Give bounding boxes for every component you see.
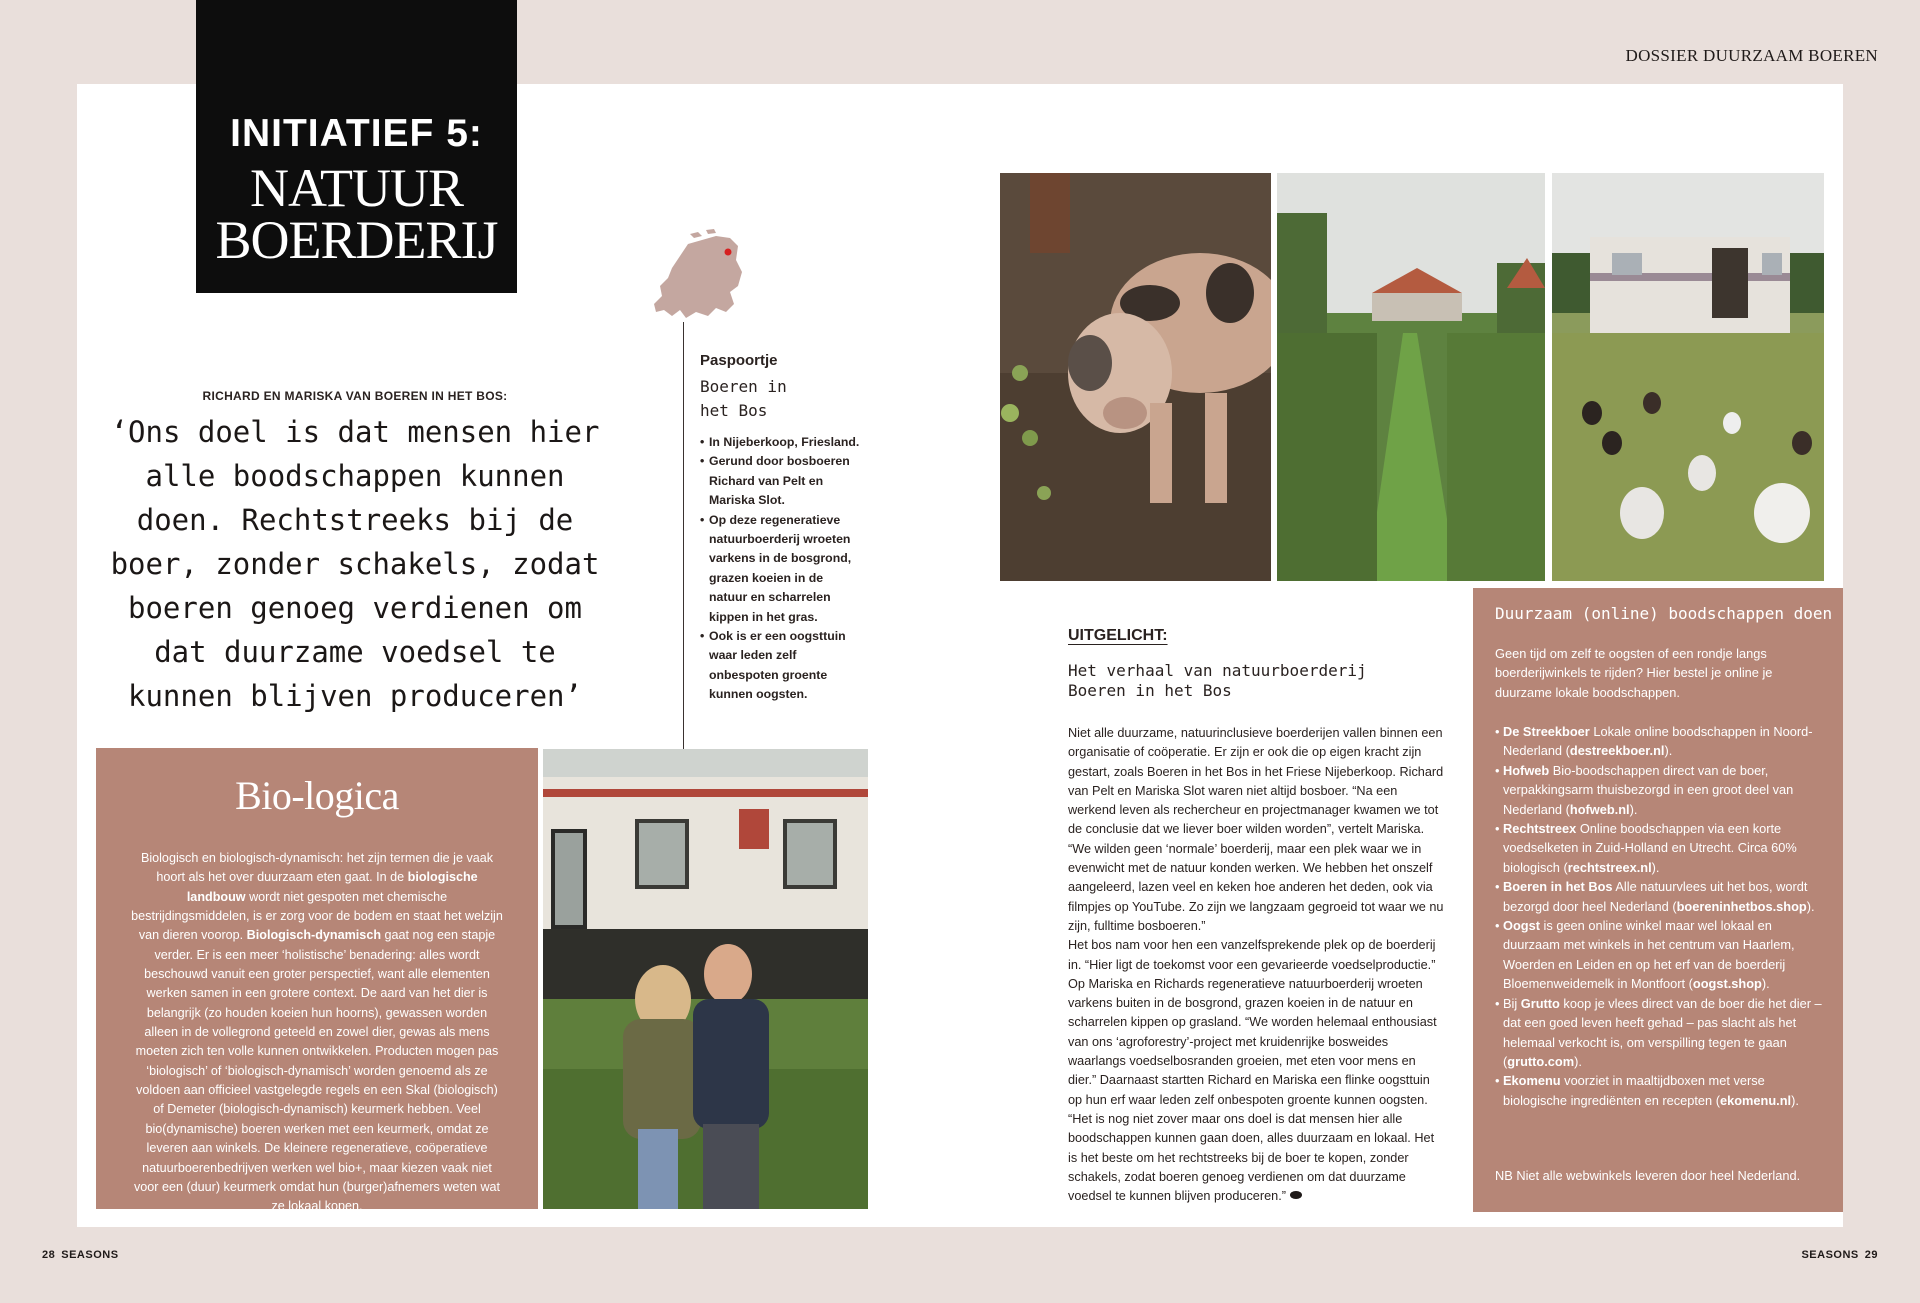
- title-main: [196, 158, 517, 270]
- featured-label: UITGELICHT:: [1068, 627, 1168, 644]
- title-line-natuur: NATUUR: [249, 158, 463, 218]
- online-shopping-panel: [1473, 588, 1843, 1212]
- passport-item: • Gerund door bosboeren Richard van Pelt en Mariska Slot.: [700, 452, 860, 510]
- shop-item: • Ekomenu voorziet in maaltijdboxen met verse biologische ingrediënten en recepten (ekomenu.nl).: [1495, 1071, 1831, 1110]
- footer-right: [1801, 1249, 1878, 1261]
- dossier-header: DOSSIER DUURZAAM BOEREN: [1625, 46, 1878, 65]
- passport-name-line-1: Boeren in: [700, 377, 787, 396]
- passport-name-line-2: het Bos: [700, 401, 768, 420]
- featured-subhead: Het verhaal van natuurboerderij Boeren in het Bos: [1068, 661, 1367, 700]
- featured-article: [1068, 724, 1444, 1206]
- passport-item: • Ook is er een oogsttuin waar leden zelf onbespoten groente kunnen oogsten.: [700, 627, 860, 705]
- passport-heading: Paspoortje: [700, 352, 778, 369]
- shop-item: • De Streekboer Lokale online boodschappen in Noord-Nederland (destreekboer.nl).: [1495, 722, 1831, 761]
- quote-kicker: RICHARD EN MARISKA VAN BOEREN IN HET BOS:: [202, 389, 508, 403]
- shop-item: • Rechtstreex Online boodschappen via een korte voedselketen in Zuid-Holland en Utrecht. Circa 60% biologisch (rechtstreex.nl).: [1495, 819, 1831, 877]
- chickens-photo: [1552, 173, 1824, 581]
- pig-photo: [1000, 173, 1271, 581]
- shopping-note: NB Niet alle webwinkels leveren door heel Nederland.: [1495, 1168, 1801, 1183]
- passport-leader-line: [683, 322, 684, 750]
- page-number-right: 29: [1864, 1249, 1878, 1261]
- shop-item: • Oogst is geen online winkel maar wel lokaal en duurzaam met winkels in het centrum van Haarlem, Woerden en Leiden en op het erf van de boerderij Bloemenweidemelk in Montfoort (oogst.shop).: [1495, 916, 1831, 994]
- passport-name: [700, 375, 860, 423]
- end-mark-icon: [1289, 1190, 1303, 1200]
- title-initiative: INITIATIEF 5:: [230, 112, 483, 155]
- bio-logica-heading: Bio-logica: [235, 773, 399, 818]
- passport-list: [700, 433, 860, 705]
- page-number-left: 28: [42, 1249, 56, 1261]
- couple-photo: [543, 749, 868, 1209]
- title-box: [196, 0, 517, 293]
- passport-sidebar: [700, 352, 860, 705]
- footer-left: [42, 1249, 119, 1261]
- shop-item: • Hofweb Bio-boodschappen direct van de boer, verpakkingsarm thuisbezorgd in een groot deel van Nederland (hofweb.nl).: [1495, 761, 1831, 819]
- shop-list: [1495, 722, 1831, 1110]
- shop-item: • Bij Grutto koop je vlees direct van de boer die het dier – dat een goed leven heeft gehad – pas slacht als het helemaal verkocht is, om verspilling tegen te gaan (grutto.com).: [1495, 994, 1831, 1072]
- shopping-intro: Geen tijd om zelf te oogsten of een rondje langs boerderijwinkels te rijden? Hier bestel je online je duurzame lokale boodschappen.: [1495, 646, 1773, 700]
- footer-brand-right: SEASONS: [1801, 1249, 1859, 1261]
- pull-quote: ‘Ons doel is dat mensen hier alle boodschappen kunnen doen. Rechtstreeks bij de boer, zonder schakels, zodat boeren genoeg verdienen om dat duurzame voedsel te kunnen blijven produceren’: [110, 415, 600, 713]
- garden-photo: [1277, 173, 1545, 581]
- shopping-heading: Duurzaam (online) boodschappen doen: [1495, 604, 1833, 623]
- passport-item: • Op deze regeneratieve natuurboerderij wroeten varkens in de bosgrond, grazen koeien in de natuur en scharrelen kippen in het gras.: [700, 511, 860, 627]
- footer-brand-left: SEASONS: [61, 1249, 119, 1261]
- shop-item: • Boeren in het Bos Alle natuurvlees uit het bos, wordt bezorgd door heel Nederland (boereninhetbos.shop).: [1495, 877, 1831, 916]
- passport-item: • In Nijeberkoop, Friesland.: [700, 433, 860, 452]
- title-line-boerderij: BOERDERIJ: [215, 210, 498, 270]
- article-paragraph: Niet alle duurzame, natuurinclusieve boerderijen vallen binnen een organisatie of coöperatie. Er zijn er ook die op eigen kracht zijn gestart, zoals Boeren in het Bos in het Friese Nijeberkoop. Richard van Pelt en Mariska Slot waren niet altijd bosboer. “Na een werkend leven als rechercheur en projectmanager kwamen we tot de conclusie dat we liever boer wilden worden”, vertelt Mariska. “We wilden geen ‘normale’ boerderij, maar een plek waar we in evenwicht met de natuur konden werken. We hebben het onszelf aangeleerd, lazen veel en keken hoe anderen het deden, ook via filmpjes op YouTube. Zo zijn we langzaam gegroeid tot waar we nu zijn, fulltime bosboeren.”: [1068, 726, 1444, 933]
- netherlands-map-icon: [650, 226, 762, 326]
- bio-logica-panel: [96, 748, 538, 1214]
- bio-logica-text: Biologisch en biologisch-dynamisch: het zijn termen die je vaak hoort als het over duurzaam eten gaat. In de biologische landbouw wordt niet gespoten met chemische bestrijdingsmiddelen, is er zorg voor de bodem en staat het welzijn van dieren voorop. Biologisch-dynamisch gaat nog een stapje verder. Er is een meer ‘holistische’ benadering: alles wordt beschouwd vanuit een groter perspectief, want alle elementen werken samen in een grotere context. De aard van het dier is belangrijk (zo houden koeien hun hoorns), gewassen worden alleen in de vollegrond geteeld en zowel dier, gewas als mens moeten zich ten volle kunnen ontwikkelen. Producten mogen pas ‘biologisch’ of ‘biologisch-dynamisch’ worden genoemd als ze voldoen aan officieel vastgelegde regels en een Skal (biologisch) of Demeter (biologisch-dynamisch) keurmerk hebben. Veel bio(dynamische) boeren werken met een keurmerk, omdat ze leveren aan winkels. De kleinere regeneratieve, coöperatieve natuurboerenbedrijven werken wel bio+, maar kiezen vaak niet voor een (duur) keurmerk omdat hun (burger)afnemers weten wat ze lokaal kopen.: [131, 851, 503, 1214]
- article-paragraph: Het bos nam voor hen een vanzelfsprekende plek op de boerderij in. “Hier ligt de toekomst voor een gevarieerde voedselproductie.” Op Mariska en Richards regeneratieve natuurboerderij wroeten varkens buiten in de bosgrond, grazen koeien in de natuur en scharrelen kippen op grasland. “We worden helemaal enthousiast van ons ‘agroforestry’-project met kruidenrijke bosweides waarlangs voedselbosranden groeien, met eten voor mens en dier.” Daarnaast startten Richard en Mariska een flinke oogsttuin op hun erf waar leden zelf onbespoten groente kunnen oogsten. “Het is nog niet zover maar ons doel is dat mensen hier alle boodschappen kunnen gaan doen, alles duurzaam en lokaal. Het is het beste om het rechtstreeks bij de boer te kopen, zonder schakels, zodat boeren genoeg verdienen om dat duurzame voedsel te kunnen blijven produceren.”: [1068, 938, 1437, 1204]
